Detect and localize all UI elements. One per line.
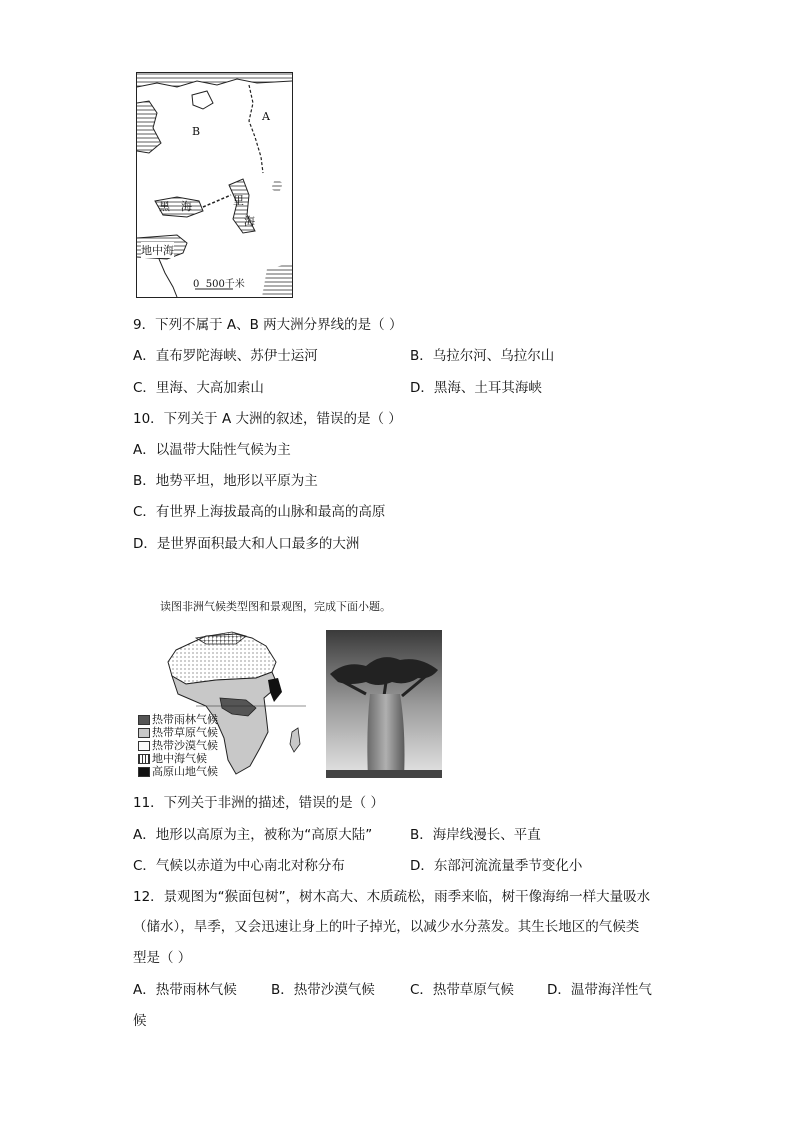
legend-desert bbox=[138, 740, 218, 752]
q12-option-d: D．温带海洋性气 bbox=[547, 982, 652, 998]
map-label-b: B bbox=[192, 125, 201, 138]
q9-option-d: D．黑海、土耳其海峡 bbox=[410, 380, 542, 396]
legend-swatch-mediterranean bbox=[138, 754, 150, 764]
q9-stem: 9．下列不属于 A、B 两大洲分界线的是（ ） bbox=[133, 317, 403, 333]
q11-stem: 11．下列关于非洲的描述，错误的是（ ） bbox=[133, 795, 384, 811]
q12-option-d-continued: 候 bbox=[133, 1013, 147, 1029]
legend-label-mediterranean: 地中海气候 bbox=[152, 752, 207, 765]
q12-option-c: C．热带草原气候 bbox=[410, 982, 514, 998]
europe-asia-map bbox=[136, 72, 293, 298]
q10-option-c: C．有世界上海拔最高的山脉和最高的高原 bbox=[133, 504, 386, 520]
legend-highland bbox=[138, 766, 218, 778]
q10-stem: 10．下列关于 A 大洲的叙述，错误的是（ ） bbox=[133, 411, 402, 427]
map-label-li: 里 bbox=[233, 194, 244, 207]
legend-swatch-savanna bbox=[138, 728, 150, 738]
q11-option-c: C．气候以赤道为中心南北对称分布 bbox=[133, 858, 345, 874]
map-label-hai: 海 bbox=[181, 200, 192, 213]
q12-option-b: B．热带沙漠气候 bbox=[271, 982, 375, 998]
q12-stem-line-2: （储水），旱季，又会迅速让身上的叶子掉光，以减少水分蒸发。其生长地区的气候类 bbox=[133, 919, 640, 935]
legend-rainforest bbox=[138, 714, 218, 726]
europe-asia-map-drawing bbox=[137, 73, 292, 297]
q12-stem-line-1: 12．景观图为“猴面包树”，树木高大、木质疏松，雨季来临，树干像海绵一样大量吸水 bbox=[133, 889, 651, 905]
map-label-mediterranean: 地中海 bbox=[141, 244, 174, 257]
q12-option-a: A．热带雨林气候 bbox=[133, 982, 237, 998]
q11-option-b: B．海岸线漫长、平直 bbox=[410, 827, 541, 843]
q10-option-d: D．是世界面积最大和人口最多的大洲 bbox=[133, 536, 360, 552]
legend-savanna bbox=[138, 727, 218, 739]
baobab-tree-photo bbox=[326, 630, 442, 778]
q10-option-b: B．地势平坦，地形以平原为主 bbox=[133, 473, 318, 489]
baobab-drawing bbox=[326, 630, 442, 778]
q11-option-d: D．东部河流流量季节变化小 bbox=[410, 858, 583, 874]
legend-label-desert: 热带沙漠气候 bbox=[152, 739, 218, 752]
q12-stem-line-3: 型是（ ） bbox=[133, 950, 192, 966]
legend-label-savanna: 热带草原气候 bbox=[152, 726, 218, 739]
q9-option-a: A．直布罗陀海峡、苏伊士运河 bbox=[133, 348, 318, 364]
legend-swatch-desert bbox=[138, 741, 150, 751]
legend-mediterranean bbox=[138, 753, 207, 765]
legend-label-highland: 高原山地气候 bbox=[152, 765, 218, 778]
map-label-li-hai: 海 bbox=[244, 215, 255, 228]
africa-climate-map bbox=[136, 628, 308, 778]
q10-option-a: A．以温带大陆性气候为主 bbox=[133, 442, 291, 458]
map-scale: 0 500千米 bbox=[193, 279, 245, 290]
section-intro: 读图非洲气候类型图和景观图，完成下面小题。 bbox=[160, 600, 391, 613]
legend-swatch-highland bbox=[138, 767, 150, 777]
legend-label-rainforest: 热带雨林气候 bbox=[152, 713, 218, 726]
q9-option-c: C．里海、大高加索山 bbox=[133, 380, 264, 396]
legend-swatch-rainforest bbox=[138, 715, 150, 725]
q9-option-b: B．乌拉尔河、乌拉尔山 bbox=[410, 348, 555, 364]
map-label-hei: 黑 bbox=[159, 200, 170, 213]
q11-option-a: A．地形以高原为主，被称为“高原大陆” bbox=[133, 827, 373, 843]
map-label-a: A bbox=[262, 110, 270, 123]
